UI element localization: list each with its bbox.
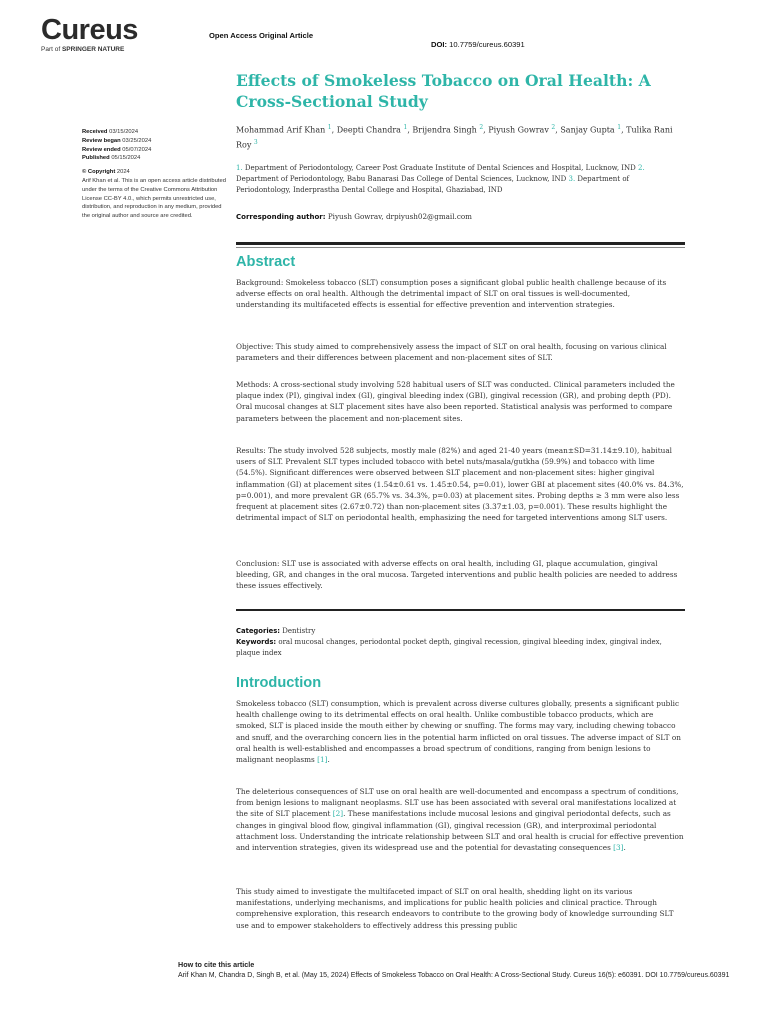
publication-dates (82, 128, 226, 163)
date-review-began: Review began 03/25/2024 (82, 137, 152, 144)
corresponding-author: Corresponding author: Piyush Gowrav, drpiyush02@gmail.com (236, 212, 472, 221)
article-type-label: Open Access Original Article (209, 31, 314, 40)
citation-link[interactable]: [3] (613, 843, 624, 853)
intro-paragraph-1: Smokeless tobacco (SLT) consumption, which is prevalent across diverse cultures globally, presents a significant public health challenge owing to its detrimental effects on oral health. Unlike combustible tobacco products, which are smoked, SLT is placed inside the mouth either by chewing or snuffing. The forms may vary, including chewing tobacco and snuff, and the overarching concern lies in the potential harm inflicted on oral tissues. The adverse impact of SLT on oral health is well-established and encompasses a broad spectrum of conditions, ranging from benign lesions to malignant neoplasms [1]. (236, 699, 681, 765)
affiliations: 1. Department of Periodontology, Career Post Graduate Institute of Dental Sciences and Hospital, Lucknow, IND 2. Department of Periodontology, Babu Banarasi Das College of Dental Sciences, Lucknow, IND 3. Department of Periodontology, Inderprastha Dental College and Hospital, Ghaziabad, IND (236, 164, 645, 194)
affiliation-item: Department of Periodontology, Career Post Graduate Institute of Dental Sciences and Hospital, Lucknow, IND (244, 164, 636, 172)
logo-wordmark: Cureus (41, 14, 138, 46)
abstract-results: Results: The study involved 528 subjects, mostly male (82%) and aged 21-40 years (mean±SD=31.14±9.10), habitual users of SLT. Prevalent SLT types included tobacco with betel nuts/masala/gutkha (59.9%) and tobacco with lime (54.5%). Significant differences were observed between SLT placement and non-placement sites: higher gingival inflammation (GI) at placement sites (1.54±0.61 vs. 1.45±0.54, p=0.01), lower GBI at placement sites (40.0% vs. 84.3%, p=0.001), and more prevalent GR (65.7% vs. 34.3%, p=0.03) at placement sites. Probing depths ≥ 3 mm were also less frequent at placement sites (2.67±0.72) than non-placement sites (3.37±1.03, p=0.001). These results highlight the detrimental impact of SLT on periodontal health, emphasizing the need for targeted interventions among SLT users. (236, 446, 684, 523)
date-review-ended: Review ended 05/07/2024 (82, 146, 152, 153)
how-to-cite-heading: How to cite this article (178, 960, 255, 969)
intro-paragraph-3: This study aimed to investigate the multifaceted impact of SLT on oral health, shedding light on its various manifestations, underlying mechanisms, and implications for public health policies and clinical practice. Through comprehensive exploration, this research endeavors to contribute to the growing body of knowledge surrounding SLT use and to empower stakeholders to effectively address this pressing public (236, 887, 674, 930)
divider (236, 247, 685, 248)
author-name[interactable]: Sanjay Gupta (560, 125, 615, 135)
author-name[interactable]: Deepti Chandra (336, 125, 401, 135)
abstract-conclusion: Conclusion: SLT use is associated with adverse effects on oral health, including GI, plaque accumulation, gingival bleeding, GR, and changes in the oral mucosa. Targeted interventions and public health policies are needed to address these issues effectively. (236, 559, 678, 591)
article-title: Effects of Smokeless Tobacco on Oral Health: A Cross-Sectional Study (236, 71, 651, 111)
license-text: Arif Khan et al. This is an open access article distributed under the terms of the Creative Commons Attribution License CC-BY 4.0., which permits unrestricted use, distribution, and reproduction in any medium, provided the original author and source are credited. (82, 177, 226, 220)
corresponding-author-contact[interactable]: Piyush Gowrav, drpiyush02@gmail.com (327, 212, 472, 221)
author-name[interactable]: Brijendra Singh (412, 125, 477, 135)
category-link[interactable]: Dentistry (282, 627, 316, 635)
citation-link[interactable]: [2] (332, 809, 344, 819)
affiliation-item: Department of Periodontology, Babu Banarasi Das College of Dental Sciences, Lucknow, IND (236, 175, 567, 183)
divider (236, 242, 685, 245)
author-list: Mohammad Arif Khan $^1$, Deepti Chandra $^1$, Brijendra Singh $^2$, Piyush Gowrav $^2$, Sanjay Gupta $^1$, Tulika Rani Roy $^3$ (236, 124, 673, 150)
copyright-line: © Copyright 2024 (82, 169, 130, 176)
journal-logo[interactable] (41, 16, 138, 53)
introduction-heading: Introduction (236, 675, 322, 691)
abstract-objective: Objective: This study aimed to comprehensively assess the impact of SLT on oral health, focusing on various clinical parameters and their differences between placement and non-placement sites of SLT. (236, 342, 667, 363)
keywords-line: Keywords: oral mucosal changes, periodontal pocket depth, gingival recession, gingival bleeding index, gingival index, plaque index (236, 638, 662, 657)
intro-paragraph-2: The deleterious consequences of SLT use on oral health are well-documented and encompass a spectrum of conditions, from benign lesions to malignant neoplasms. SLT use has been associated with several oral manifestations localized at the site of SLT placement [2]. These manifestations include mucosal lesions and gingival periodontal defects, such as changes in gingival blood flow, gingival inflammation (GI), gingival recession (GR), and interproximal periodontal attachment loss. Understanding the intricate relationship between SLT and oral health is crucial for effective prevention and intervention strategies, given its widespread use and the potential for devastating consequences [3]. (236, 787, 684, 853)
author-name[interactable]: Mohammad Arif Khan (236, 125, 326, 135)
logo-subtitle: Part of SPRINGER NATURE (41, 46, 125, 53)
sidebar-meta (82, 128, 226, 221)
author-name[interactable]: Piyush Gowrav (488, 125, 549, 135)
categories-line: Categories: Dentistry (236, 627, 316, 635)
doi-header: DOI: 10.7759/cureus.60391 (431, 40, 525, 49)
divider (236, 609, 685, 611)
article-meta (236, 626, 685, 659)
how-to-cite-text: Arif Khan M, Chandra D, Singh B, et al. (May 15, 2024) Effects of Smokeless Tobacco on Oral Health: A Cross-Sectional Study. Cureus 16(5): e60391. DOI 10.7759/cureus.60391 (178, 972, 730, 979)
copyright-block (82, 168, 226, 221)
citation-link[interactable]: [1] (317, 755, 328, 765)
date-received: Received 03/15/2024 (82, 129, 139, 135)
date-published: Published 05/15/2024 (82, 155, 141, 162)
abstract-methods: Methods: A cross-sectional study involving 528 habitual users of SLT was conducted. Clinical parameters included the plaque index (PI), gingival index (GI), gingival bleeding index (GBI), gingival recession (GR), and probing depth (PD). Oral mucosal changes at SLT placement sites have also been reported. Statistical analysis was performed to compare parameters between the placement and non-placement sites. (236, 380, 675, 423)
abstract-background: Background: Smokeless tobacco (SLT) consumption poses a significant global public health challenge because of its adverse effects on oral health. Although the detrimental impact of SLT on oral tissues is well-documented, understanding its multifaceted effects is essential for effective prevention and intervention strategies. (236, 278, 667, 310)
author-name[interactable]: Tulika Rani Roy (236, 125, 673, 150)
affiliation-item: Department of Periodontology, Inderprastha Dental College and Hospital, Ghaziabad, IND (236, 175, 630, 194)
abstract-heading: Abstract (236, 254, 296, 270)
how-to-cite (178, 960, 738, 981)
